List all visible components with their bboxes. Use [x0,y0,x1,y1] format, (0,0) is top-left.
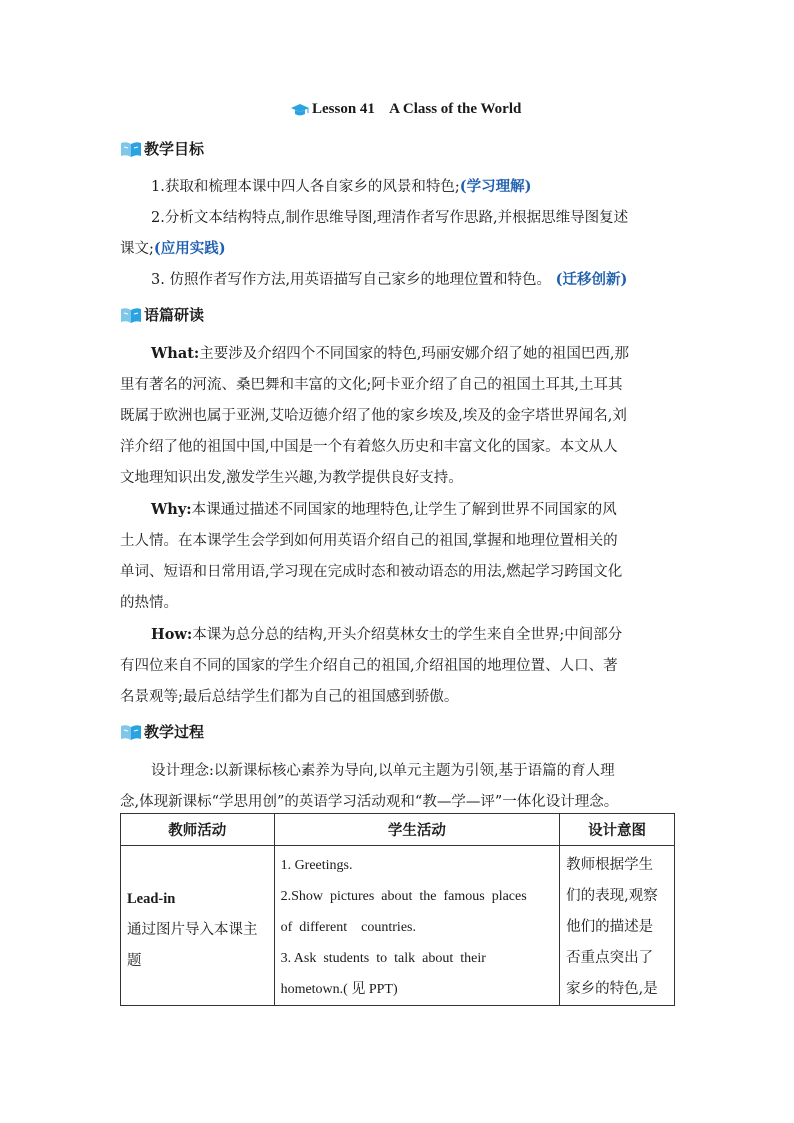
design-intent-cell: 教师根据学生 们的表现,观察 他们的描述是 否重点突出了 家乡的特色,是 [560,846,675,1006]
concept-line-1: 设计理念:以新课标核心素养为导向,以单元主题为引领,基于语篇的育人理 [151,763,615,779]
table-header: 设计意图 [560,814,675,846]
book-icon [120,140,142,158]
what-line-5: 文地理知识出发,激发学生兴趣,为教学提供良好支持。 [120,470,463,486]
section-heading-process: 教学过程 [120,721,204,742]
student-activity-cell: 1. Greetings. 2.Show pictures about the famous places of different countries. 3. Ask students to talk about their hometown.( 见 PPT) [274,846,560,1006]
table-row [121,846,675,1006]
why-line-1: Why:本课通过描述不同国家的地理特色,让学生了解到世界不同国家的风 [151,501,617,518]
book-icon [120,723,142,741]
what-line-4: 洋介绍了他的祖国中国,中国是一个有着悠久历史和丰富文化的国家。本文从人 [120,439,618,455]
objective-1: 1.获取和梳理本课中四人各自家乡的风景和特色;(学习理解) [151,178,532,195]
how-line-2: 有四位来自不同的国家的学生介绍自己的祖国,介绍祖国的地理位置、人口、著 [120,658,618,674]
teacher-activity-cell: Lead-in 通过图片导入本课主 题 [121,846,275,1006]
section-heading-reading: 语篇研读 [120,304,204,325]
objective-3: 3. 仿照作者写作方法,用英语描写自己家乡的地理位置和特色。 (迁移创新) [151,271,628,288]
objective-2-line1: 2.分析文本结构特点,制作思维导图,理清作者写作思路,并根据思维导图复述 [151,210,629,226]
objective-2-line2: 课文;(应用实践) [120,240,226,257]
concept-line-2: 念,体现新课标“学思用创”的英语学习活动观和“教—学—评”一体化设计理念。 [120,794,619,810]
book-icon [120,306,142,324]
lesson-plan-table [120,813,675,1006]
what-line-3: 既属于欧洲也属于亚洲,艾哈迈德介绍了他的家乡埃及,埃及的金字塔世界闻名,刘 [120,408,627,424]
why-line-2: 土人情。在本课学生会学到如何用英语介绍自己的祖国,掌握和地理位置相关的 [120,533,618,549]
lesson-title [290,101,521,118]
section-heading-objectives: 教学目标 [120,138,204,159]
why-line-4: 的热情。 [120,595,178,611]
lesson-title-text: Lesson 41 A Class of the World [312,101,522,117]
what-line-2: 里有著名的河流、桑巴舞和丰富的文化;阿卡亚介绍了自己的祖国土耳其,土耳其 [120,377,623,393]
table-header: 教师活动 [121,814,275,846]
what-line-1: What:主要涉及介绍四个不同国家的特色,玛丽安娜介绍了她的祖国巴西,那 [151,345,629,362]
how-line-3: 名景观等;最后总结学生们都为自己的祖国感到骄傲。 [120,689,459,705]
table-header-row [121,814,675,846]
why-line-3: 单词、短语和日常用语,学习现在完成时态和被动语态的用法,燃起学习跨国文化 [120,564,623,580]
how-line-1: How:本课为总分总的结构,开头介绍莫林女士的学生来自全世界;中间部分 [151,626,623,643]
table-header: 学生活动 [274,814,560,846]
graduation-cap-icon [290,103,310,117]
